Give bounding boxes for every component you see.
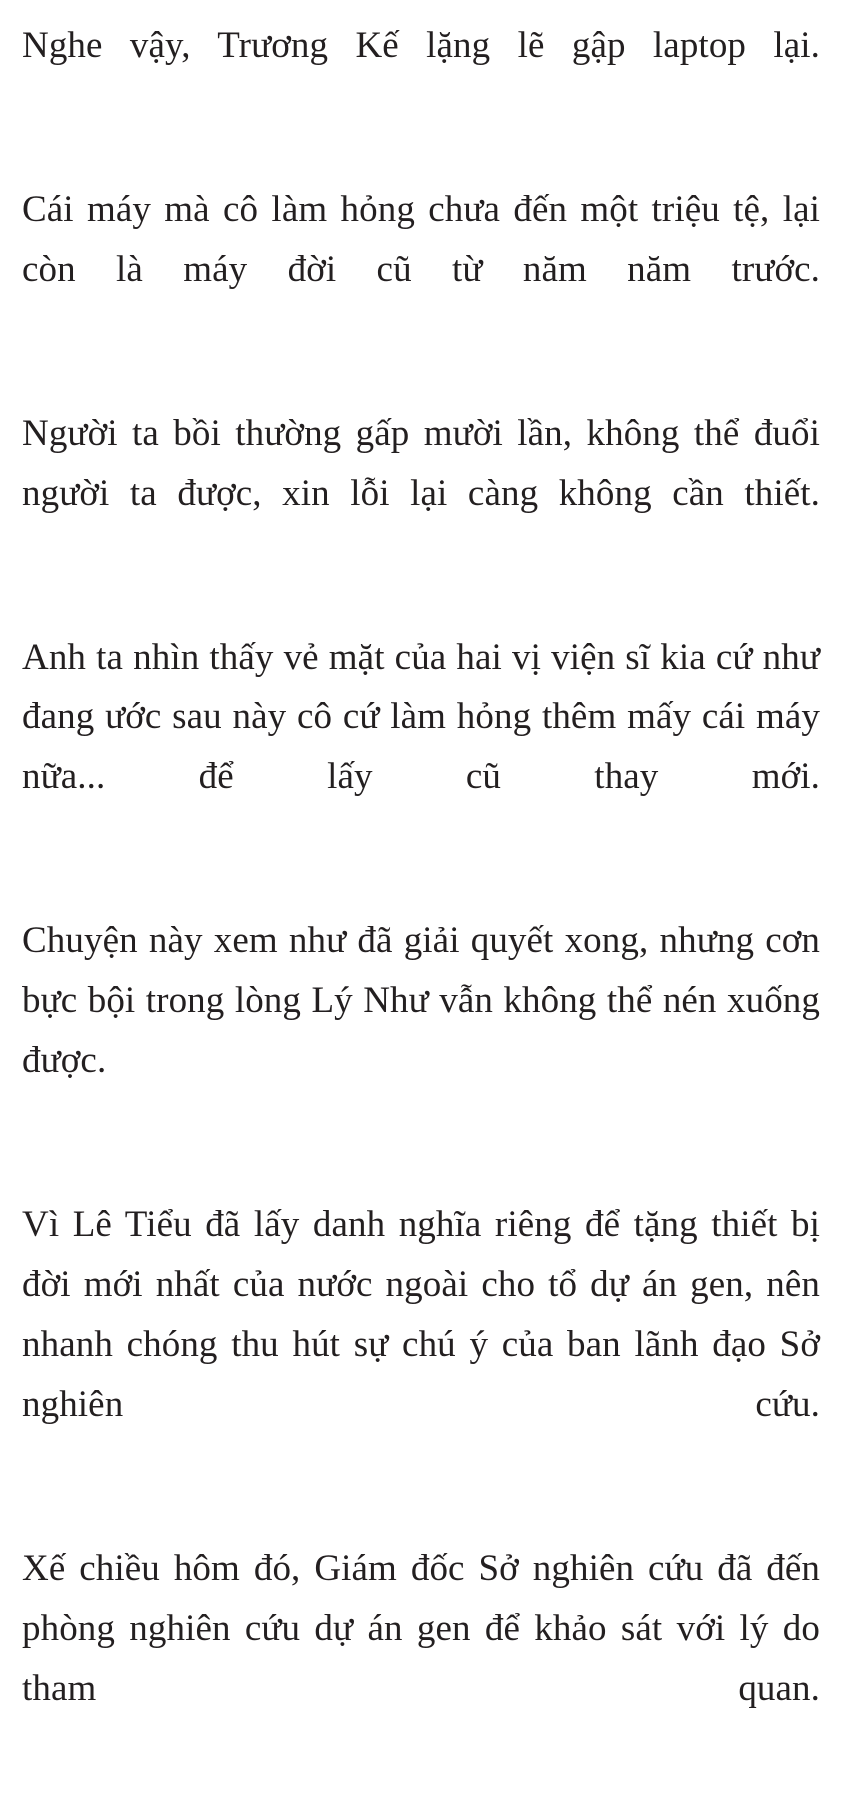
paragraph: Cái máy mà cô làm hỏng chưa đến một triệu tệ, lại còn là máy đời cũ từ năm năm trước. xyxy=(22,188,820,290)
paragraph: Vì Lê Tiểu đã lấy danh nghĩa riêng để tặng thiết bị đời mới nhất của nước ngoài cho tổ dự án gen, nên nhanh chóng thu hút sự chú ý của ban lãnh đạo Sở nghiên cứu. xyxy=(22,1204,820,1425)
paragraph: Người ta bồi thường gấp mười lần, không thể đuổi người ta được, xin lỗi lại càng không cần thiết. xyxy=(22,412,820,514)
paragraph: Xế chiều hôm đó, Giám đốc Sở nghiên cứu đã đến phòng nghiên cứu dự án gen để khảo sát với lý do tham quan. xyxy=(22,1547,820,1709)
paragraph: Chuyện này xem như đã giải quyết xong, nhưng cơn bực bội trong lòng Lý Như vẫn không thể nén xuống được. xyxy=(22,920,820,1082)
paragraph: Anh ta nhìn thấy vẻ mặt của hai vị viện sĩ kia cứ như đang ước sau này cô cứ làm hỏng thêm mấy cái máy nữa... để lấy cũ thay mới. xyxy=(22,636,820,798)
paragraph: Nghe vậy, Trương Kế lặng lẽ gập laptop lại. xyxy=(22,25,820,66)
